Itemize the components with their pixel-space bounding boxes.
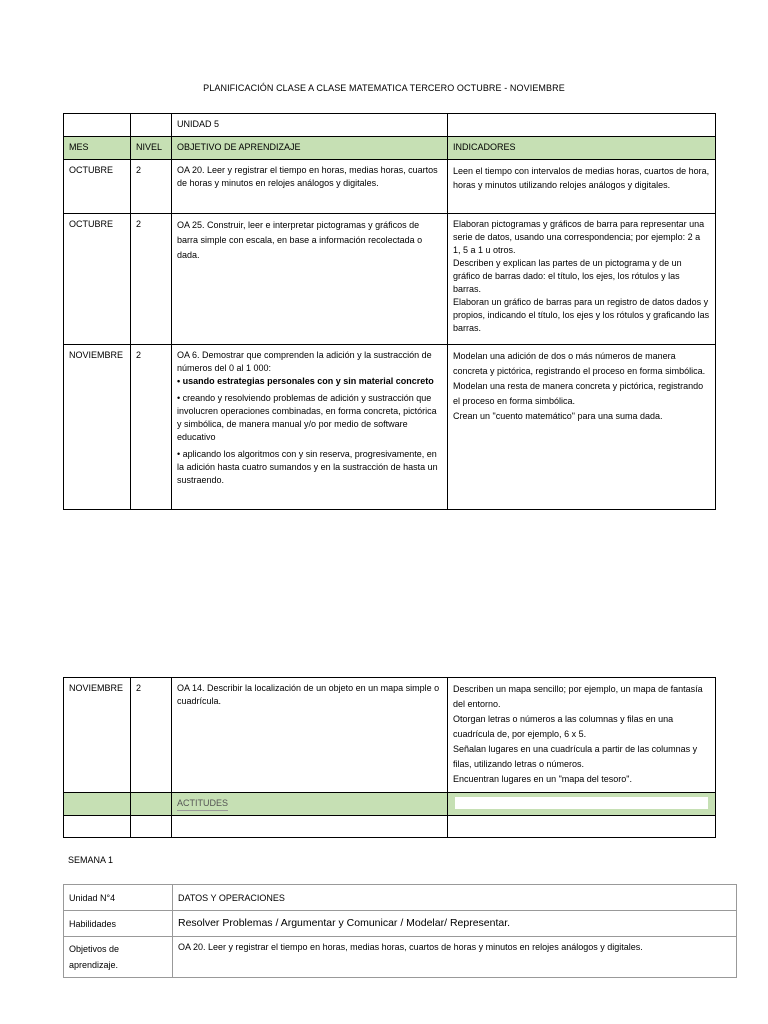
row-value: Resolver Problemas / Argumentar y Comunicar / Modelar/ Representar. [173, 911, 737, 937]
indicadores-cell [448, 678, 716, 793]
mes-cell: OCTUBRE [64, 160, 131, 214]
actitudes-row [64, 793, 716, 816]
nivel-cell: 2 [131, 160, 172, 214]
objective-bullet: • creando y resolviendo problemas de adición y sustracción que involucren operaciones combinadas, en forma concreta, pictórica y simbólica, de manera manual y/o por medio de software educativo [177, 393, 437, 442]
objective-bullet: • usando estrategias personales con y sin material concreto [177, 376, 434, 386]
indicator-item: Encuentran lugares en un "mapa del tesoro". [453, 774, 633, 784]
indicator-item: Señalan lugares en una cuadrícula a partir de las columnas y filas, utilizando letras o números. [453, 744, 698, 769]
header-row [64, 137, 716, 160]
row-label: Objetivos de aprendizaje. [64, 937, 173, 978]
week-table [63, 884, 737, 978]
semana-label: SEMANA 1 [68, 855, 114, 865]
mes-cell: NOVIEMBRE [64, 345, 131, 510]
indicator-item: Elaboran un gráfico de barras para un registro de datos dados y propios, indicando el título, los ejes y los rótulos y graficando las barras. [453, 297, 710, 333]
actitudes-label: ACTITUDES [177, 797, 228, 811]
indicadores-cell [448, 345, 716, 510]
indicator-item: Describen un mapa sencillo; por ejemplo, un mapa de fantasía del entorno. [453, 684, 703, 709]
planning-table-unit-5 [63, 113, 716, 510]
objective-bullet: • aplicando los algoritmos con y sin reserva, progresivamente, en la adición hasta cuatro sumandos y en la sustracción de hasta un sustraendo. [177, 449, 438, 485]
nivel-cell: 2 [131, 678, 172, 793]
row-label: Habilidades [64, 911, 173, 937]
header-nivel: NIVEL [131, 137, 172, 160]
indicator-item: Modelan una resta de manera concreta y pictórica, registrando el proceso en forma simbólica. [453, 381, 704, 406]
actitudes-input-box [455, 797, 708, 809]
objetivo-cell: OA 14. Describir la localización de un objeto en un mapa simple o cuadrícula. [172, 678, 448, 793]
empty-row [64, 816, 716, 838]
objective-intro: OA 6. Demostrar que comprenden la adición y la sustracción de números del 0 al 1 000: [177, 350, 432, 373]
objetivo-cell [172, 345, 448, 510]
table-row [64, 160, 716, 214]
table-row [64, 885, 737, 911]
table-row [64, 345, 716, 510]
indicator-item: Modelan una adición de dos o más números de manera concreta y pictórica, registrando el proceso en forma simbólica. [453, 351, 706, 376]
nivel-cell: 2 [131, 345, 172, 510]
mes-cell: OCTUBRE [64, 214, 131, 345]
table-row [64, 937, 737, 978]
indicator-item: Otorgan letras o números a las columnas y filas en una cuadrícula de, por ejemplo, 6 x 5. [453, 714, 674, 739]
unit-row [64, 114, 716, 137]
indicator-item: Elaboran pictogramas y gráficos de barra para representar una serie de datos, usando una correspondencia; por ejemplo: 2 a 1, 5 a 1 u otros. [453, 219, 705, 255]
row-value: DATOS Y OPERACIONES [173, 885, 737, 911]
unit-label: UNIDAD 5 [172, 114, 448, 137]
nivel-cell: 2 [131, 214, 172, 345]
header-indicadores: INDICADORES [448, 137, 716, 160]
header-objetivo: OBJETIVO DE APRENDIZAJE [172, 137, 448, 160]
indicadores-cell [448, 214, 716, 345]
planning-table-continued [63, 677, 716, 838]
row-label: Unidad N°4 [64, 885, 173, 911]
table-row [64, 678, 716, 793]
mes-cell: NOVIEMBRE [64, 678, 131, 793]
row-value: OA 20. Leer y registrar el tiempo en horas, medias horas, cuartos de horas y minutos en relojes análogos y digitales. [173, 937, 737, 978]
table-row [64, 214, 716, 345]
indicator-item: Describen y explican las partes de un pictograma y de un gráfico de barras dado: el título, los ejes, los rótulos y las barras. [453, 258, 682, 294]
table-row [64, 911, 737, 937]
indicator-item: Crean un "cuento matemático" para una suma dada. [453, 411, 663, 421]
objetivo-cell: OA 25. Construir, leer e interpretar pictogramas y gráficos de barra simple con escala, en base a información recolectada o dada. [172, 214, 448, 345]
indicadores-cell: Leen el tiempo con intervalos de medias horas, cuartos de hora, horas y minutos utilizando relojes análogos y digitales. [448, 160, 716, 214]
header-mes: MES [64, 137, 131, 160]
objetivo-cell: OA 20. Leer y registrar el tiempo en horas, medias horas, cuartos de horas y minutos en relojes análogos y digitales. [172, 160, 448, 214]
document-title: PLANIFICACIÓN CLASE A CLASE MATEMATICA TERCERO OCTUBRE - NOVIEMBRE [203, 83, 565, 93]
